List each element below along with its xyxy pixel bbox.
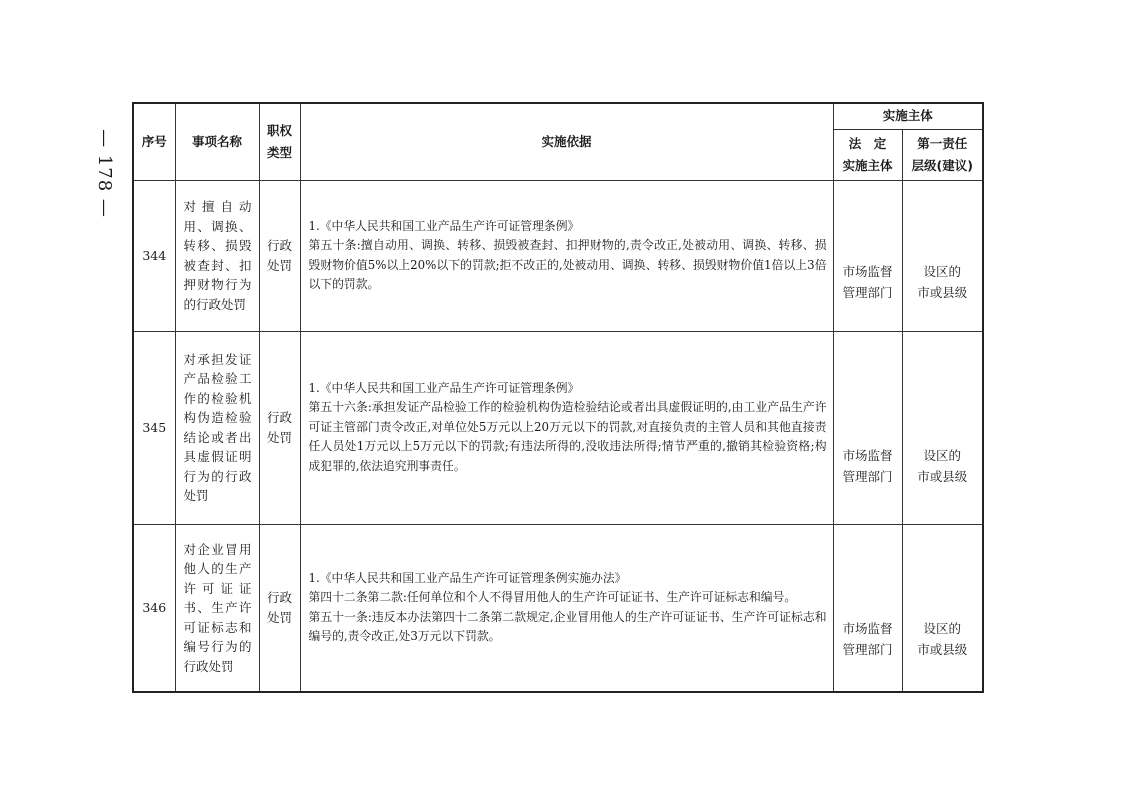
row-seq: 345 xyxy=(133,331,175,524)
row-item-name: 对擅自动用、调换、转移、损毁被查封、扣押财物行为的行政处罚 xyxy=(175,180,259,331)
row-responsibility-level xyxy=(902,524,983,692)
row-basis xyxy=(300,180,833,331)
header-type-line2: 类型 xyxy=(266,144,292,160)
administrative-power-table xyxy=(132,102,984,693)
row-seq: 344 xyxy=(133,180,175,331)
table-row xyxy=(133,524,983,692)
basis-paragraph: 第五十六条:承担发证产品检验工作的检验机构伪造检验结论或者出具虚假证明的,由工业产品生产许可证主管部门责令改正,对单位处5万元以上20万元以下的罚款,对直接负责的主管人员和其他直接责任人员处1万元以上5万元以下的罚款;有违法所得的,没收违法所得;情节严重的,撤销其检验资格;构成犯罪的,依法追究刑事责任。 xyxy=(308,400,827,473)
row-power-type-line2: 处罚 xyxy=(266,257,292,273)
row-level-line2: 市或县级 xyxy=(917,285,968,300)
basis-paragraph: 1.《中华人民共和国工业产品生产许可证管理条例实施办法》 xyxy=(308,570,627,585)
row-power-type-line1: 行政 xyxy=(266,237,292,253)
page-number-text: — 178 — xyxy=(93,128,115,218)
row-entity-line1: 市场监督 xyxy=(842,620,893,636)
header-row-1 xyxy=(133,103,983,129)
row-entity-line2: 管理部门 xyxy=(842,641,893,657)
row-legal-entity xyxy=(833,180,902,331)
row-power-type xyxy=(259,524,300,692)
row-level-line1: 设区的 xyxy=(923,620,962,636)
row-entity-line1: 市场监督 xyxy=(842,447,893,463)
row-power-type xyxy=(259,331,300,524)
row-power-type-line2: 处罚 xyxy=(266,429,292,445)
row-power-type xyxy=(259,180,300,331)
header-level xyxy=(902,129,983,180)
header-level-line2: 层级(建议) xyxy=(911,157,973,173)
row-power-type-line1: 行政 xyxy=(266,409,292,425)
row-basis xyxy=(300,524,833,692)
row-level-line1: 设区的 xyxy=(923,264,962,279)
header-name: 事项名称 xyxy=(175,103,259,180)
row-legal-entity xyxy=(833,331,902,524)
table-row xyxy=(133,331,983,524)
row-responsibility-level xyxy=(902,331,983,524)
row-responsibility-level xyxy=(902,180,983,331)
header-seq: 序号 xyxy=(133,103,175,180)
row-entity-line1: 市场监督 xyxy=(842,264,893,279)
header-basis: 实施依据 xyxy=(300,103,833,180)
header-legal-line2: 实施主体 xyxy=(842,157,893,173)
basis-paragraph: 1.《中华人民共和国工业产品生产许可证管理条例》 xyxy=(308,218,580,233)
row-level-line2: 市或县级 xyxy=(917,641,968,657)
basis-paragraph: 第五十条:擅自动用、调换、转移、损毁被查封、扣押财物的,责令改正,处被动用、调换、转移、损毁财物价值5%以上20%以下的罚款;拒不改正的,处被动用、调换、转移、损毁财物价值1倍以上3倍以下的罚款。 xyxy=(308,238,827,291)
table-row xyxy=(133,180,983,331)
header-legal-entity xyxy=(833,129,902,180)
header-type-line1: 职权 xyxy=(266,122,292,138)
page-number xyxy=(92,118,116,228)
header-type xyxy=(259,103,300,180)
row-level-line2: 市或县级 xyxy=(917,468,968,484)
row-item-name: 对承担发证产品检验工作的检验机构伪造检验结论或者出具虚假证明行为的行政处罚 xyxy=(175,331,259,524)
header-subject-group: 实施主体 xyxy=(833,103,983,129)
basis-paragraph: 1.《中华人民共和国工业产品生产许可证管理条例》 xyxy=(308,380,580,395)
basis-paragraph: 第五十一条:违反本办法第四十二条第二款规定,企业冒用他人的生产许可证证书、生产许可证标志和编号的,责令改正,处3万元以下罚款。 xyxy=(308,609,827,644)
header-level-line1: 第一责任 xyxy=(917,135,968,151)
header-legal-line1: 法 定 xyxy=(848,135,887,151)
row-level-line1: 设区的 xyxy=(923,447,962,463)
row-seq: 346 xyxy=(133,524,175,692)
row-entity-line2: 管理部门 xyxy=(842,468,893,484)
row-power-type-line1: 行政 xyxy=(266,589,292,605)
row-power-type-line2: 处罚 xyxy=(266,609,292,625)
row-basis xyxy=(300,331,833,524)
row-item-name: 对企业冒用他人的生产许可证证书、生产许可证标志和编号行为的行政处罚 xyxy=(175,524,259,692)
row-entity-line2: 管理部门 xyxy=(842,285,893,300)
basis-paragraph: 第四十二条第二款:任何单位和个人不得冒用他人的生产许可证证书、生产许可证标志和编号。 xyxy=(308,590,797,605)
row-legal-entity xyxy=(833,524,902,692)
